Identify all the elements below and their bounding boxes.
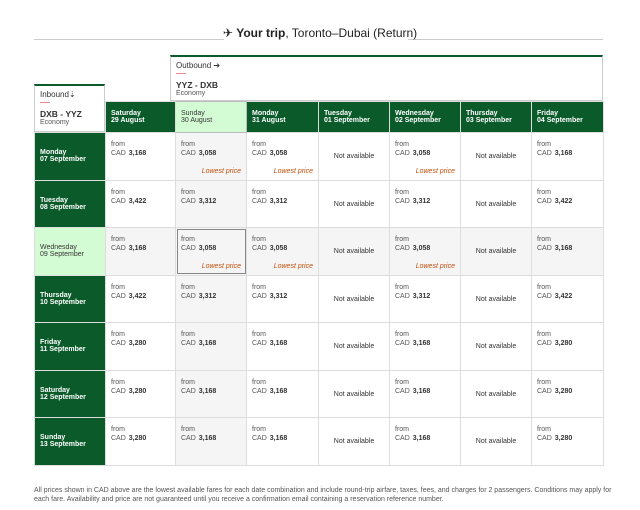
table-row [35, 180, 604, 228]
currency: CAD [395, 292, 410, 300]
fare-cell-unavailable [461, 180, 532, 228]
column-header-thursday[interactable] [461, 102, 532, 133]
currency: CAD [395, 387, 410, 395]
inbound-cabin: Economy [40, 119, 70, 126]
footer-disclaimer: All prices shown in CAD above are the lowest available fares for each date combination and include round-trip airfare, taxes, fees, and charges for 2 passengers. Conditions may apply for each fare. Availability and price are not guaranteed until you receive a confirmation email containing a reservation reference number. [34, 487, 612, 503]
row-header-tuesday[interactable] [35, 180, 106, 228]
from-label: from [252, 378, 266, 386]
currency: CAD [537, 245, 552, 252]
price: 3,168 [198, 435, 217, 442]
not-available-text: Not available [475, 343, 517, 350]
row-header-sunday[interactable] [35, 418, 106, 466]
currency: CAD [111, 292, 126, 300]
row-day: Tuesday [40, 196, 68, 204]
fare-cell-unavailable [319, 370, 390, 418]
column-header-tuesday[interactable] [319, 102, 390, 133]
fare-cell-unavailable [319, 323, 390, 371]
fare-cell[interactable] [532, 133, 604, 181]
price: 3,168 [269, 435, 288, 442]
table-row [35, 275, 604, 323]
column-header-sunday[interactable] [176, 102, 247, 133]
fare-cell[interactable] [106, 133, 176, 181]
currency: CAD [181, 197, 196, 205]
not-available-text: Not available [475, 295, 517, 303]
fare-cell[interactable] [106, 323, 176, 371]
fare-cell[interactable] [532, 228, 604, 276]
fare-cell[interactable] [247, 133, 319, 181]
lowest-price-badge: Lowest price [201, 262, 241, 270]
table-row [35, 323, 604, 371]
from-label: from [252, 141, 266, 148]
row-date: 09 September [40, 251, 84, 259]
row-header-wednesday[interactable] [35, 228, 106, 276]
title-rest: , Toronto–Dubai (Return) [285, 26, 418, 40]
price: 3,168 [412, 435, 431, 442]
row-day: Monday [40, 149, 67, 157]
from-label: from [252, 188, 266, 196]
price: 3,168 [128, 245, 147, 252]
from-label: from [537, 236, 551, 243]
from-label: from [537, 283, 551, 291]
fare-cell[interactable] [390, 228, 461, 276]
lowest-price-badge: Lowest price [273, 262, 313, 270]
row-day: Friday [40, 339, 62, 347]
fare-cell[interactable] [390, 370, 461, 418]
fare-cell[interactable] [176, 180, 247, 228]
from-label: from [181, 331, 195, 338]
fare-grid [34, 101, 604, 466]
column-header-friday[interactable] [532, 102, 604, 133]
outbound-cabin: Economy [176, 90, 206, 97]
from-label: from [395, 378, 409, 386]
currency: CAD [252, 245, 267, 252]
table-row [35, 133, 604, 181]
currency: CAD [252, 292, 267, 300]
lowest-price-badge: Lowest price [273, 167, 313, 175]
price: 3,280 [554, 340, 573, 347]
from-label: from [395, 188, 409, 196]
price: 3,280 [128, 387, 147, 395]
page-title [0, 26, 640, 40]
column-day: Monday [252, 110, 279, 117]
fare-cell-unavailable [461, 133, 532, 181]
price: 3,058 [269, 150, 288, 157]
fare-cell[interactable] [176, 228, 247, 276]
currency: CAD [537, 435, 552, 442]
price: 3,312 [198, 197, 217, 205]
price: 3,280 [128, 435, 147, 442]
fare-cell[interactable] [176, 418, 247, 466]
currency: CAD [181, 150, 196, 157]
column-day: Tuesday [324, 110, 352, 117]
fare-cell[interactable] [106, 370, 176, 418]
column-date: 31 August [252, 117, 286, 124]
not-available-text: Not available [333, 438, 375, 445]
price: 3,168 [198, 387, 217, 395]
outbound-route: YYZ - DXB [176, 80, 219, 90]
row-header-friday[interactable] [35, 323, 106, 371]
column-header-monday[interactable] [247, 102, 319, 133]
inbound-label: Inbound [40, 90, 69, 99]
row-day: Saturday [40, 386, 70, 394]
row-date: 08 September [40, 203, 86, 211]
fare-cell-unavailable [461, 228, 532, 276]
not-available-text: Not available [333, 295, 375, 303]
column-date: 02 September [395, 117, 441, 124]
fare-cell[interactable] [532, 275, 604, 323]
currency: CAD [181, 387, 196, 395]
column-header-saturday[interactable] [106, 102, 176, 133]
currency: CAD [395, 245, 410, 252]
currency: CAD [252, 387, 267, 395]
price: 3,168 [198, 340, 217, 347]
not-available-text: Not available [333, 343, 375, 350]
price: 3,422 [554, 292, 573, 300]
row-header-saturday[interactable] [35, 370, 106, 418]
price: 3,058 [269, 245, 288, 252]
from-label: from [252, 331, 266, 338]
from-label: from [181, 141, 195, 148]
fare-cell-unavailable [461, 418, 532, 466]
price: 3,280 [554, 435, 573, 442]
from-label: from [111, 283, 125, 291]
currency: CAD [537, 197, 552, 205]
from-label: from [395, 426, 409, 433]
fare-cell-unavailable [319, 418, 390, 466]
arrow-down-icon: ⇣ [68, 90, 76, 99]
label-underline [176, 73, 186, 74]
fare-cell[interactable] [247, 275, 319, 323]
fare-cell[interactable] [106, 275, 176, 323]
column-date: 01 September [324, 117, 370, 124]
fare-cell[interactable] [106, 228, 176, 276]
column-day: Sunday [181, 110, 205, 117]
currency: CAD [181, 435, 196, 442]
currency: CAD [537, 150, 552, 157]
row-date: 11 September [40, 346, 86, 354]
fare-cell[interactable] [106, 418, 176, 466]
currency: CAD [111, 197, 126, 205]
fare-cell[interactable] [247, 180, 319, 228]
from-label: from [181, 188, 195, 196]
fare-cell-unavailable [319, 275, 390, 323]
column-date: 29 August [111, 117, 145, 124]
price: 3,422 [554, 197, 573, 205]
price: 3,280 [128, 340, 147, 347]
fare-cell[interactable] [176, 370, 247, 418]
lowest-price-badge: Lowest price [415, 262, 455, 270]
currency: CAD [111, 245, 126, 252]
fare-cell[interactable] [390, 133, 461, 181]
fare-cell[interactable] [390, 323, 461, 371]
price: 3,058 [412, 245, 431, 252]
fare-cell-unavailable [461, 323, 532, 371]
row-date: 10 September [40, 298, 86, 306]
column-day: Friday [537, 110, 559, 117]
currency: CAD [111, 435, 126, 442]
currency: CAD [537, 387, 552, 395]
fare-cell[interactable] [176, 133, 247, 181]
title-bold: Your trip [236, 26, 286, 40]
price: 3,168 [412, 340, 431, 347]
fare-cell[interactable] [390, 180, 461, 228]
not-available-text: Not available [333, 200, 375, 208]
outbound-label: Outbound [176, 61, 212, 70]
from-label: from [252, 426, 266, 433]
fare-cell[interactable] [532, 180, 604, 228]
not-available-text: Not available [475, 438, 517, 445]
column-day: Thursday [466, 110, 498, 117]
currency: CAD [181, 245, 196, 252]
not-available-text: Not available [475, 153, 517, 160]
row-date: 13 September [40, 441, 86, 449]
currency: CAD [395, 340, 410, 347]
from-label: from [537, 378, 551, 386]
price: 3,168 [412, 387, 431, 395]
from-label: from [252, 236, 266, 243]
column-date: 30 August [181, 117, 213, 124]
table-row [35, 418, 604, 466]
price: 3,280 [554, 387, 573, 395]
fare-cell[interactable] [247, 323, 319, 371]
from-label: from [111, 141, 125, 148]
currency: CAD [111, 150, 126, 157]
fare-cell[interactable] [176, 323, 247, 371]
price: 3,168 [554, 150, 573, 157]
from-label: from [111, 426, 125, 433]
from-label: from [395, 283, 409, 291]
from-label: from [537, 141, 551, 148]
from-label: from [111, 188, 125, 196]
currency: CAD [252, 197, 267, 205]
from-label: from [537, 426, 551, 433]
price: 3,058 [198, 150, 217, 157]
currency: CAD [252, 150, 267, 157]
column-header-wednesday[interactable] [390, 102, 461, 133]
fare-cell[interactable] [247, 228, 319, 276]
currency: CAD [181, 292, 196, 300]
price: 3,058 [198, 245, 217, 252]
from-label: from [395, 141, 409, 148]
from-label: from [395, 331, 409, 338]
currency: CAD [252, 435, 267, 442]
table-row [35, 370, 604, 418]
not-available-text: Not available [475, 390, 517, 398]
from-label: from [111, 378, 125, 386]
price: 3,422 [128, 292, 147, 300]
fare-cell[interactable] [247, 418, 319, 466]
row-day: Sunday [40, 434, 66, 442]
price: 3,312 [412, 197, 431, 205]
from-label: from [181, 236, 195, 243]
row-header-thursday[interactable] [35, 275, 106, 323]
from-label: from [181, 378, 195, 386]
price: 3,168 [269, 387, 288, 395]
price: 3,058 [412, 150, 431, 157]
currency: CAD [395, 435, 410, 442]
row-header-monday[interactable] [35, 133, 106, 181]
fare-cell[interactable] [176, 275, 247, 323]
fare-cell-unavailable [319, 180, 390, 228]
not-available-text: Not available [333, 153, 375, 160]
row-day: Thursday [40, 291, 72, 299]
inbound-panel [34, 84, 105, 132]
column-date: 04 September [537, 117, 583, 124]
currency: CAD [181, 340, 196, 347]
fare-cell[interactable] [532, 418, 604, 466]
airplane-icon: ✈ [222, 26, 233, 40]
from-label: from [111, 236, 125, 243]
price: 3,168 [554, 245, 573, 252]
from-label: from [537, 188, 551, 196]
from-label: from [111, 331, 125, 338]
price: 3,168 [128, 150, 147, 157]
fare-cell[interactable] [390, 275, 461, 323]
price: 3,422 [128, 197, 147, 205]
lowest-price-badge: Lowest price [201, 167, 241, 175]
fare-cell[interactable] [106, 180, 176, 228]
from-label: from [181, 283, 195, 291]
currency: CAD [395, 150, 410, 157]
column-day: Wednesday [395, 110, 434, 117]
fare-cell-unavailable [461, 370, 532, 418]
currency: CAD [537, 340, 552, 347]
currency: CAD [252, 340, 267, 347]
lowest-price-badge: Lowest price [415, 167, 455, 175]
price: 3,312 [269, 292, 288, 300]
outbound-panel [170, 55, 603, 101]
price: 3,312 [269, 197, 288, 205]
fare-cell[interactable] [247, 370, 319, 418]
not-available-text: Not available [333, 248, 375, 255]
not-available-text: Not available [475, 248, 517, 255]
price: 3,312 [198, 292, 217, 300]
row-date: 12 September [40, 393, 86, 401]
table-row [35, 228, 604, 276]
price: 3,312 [412, 292, 431, 300]
fare-cell-unavailable [319, 133, 390, 181]
fare-cell-unavailable [461, 275, 532, 323]
column-date: 03 September [466, 117, 512, 124]
arrow-right-icon: ➔ [213, 61, 221, 70]
column-day: Saturday [111, 110, 141, 117]
fare-cell-unavailable [319, 228, 390, 276]
currency: CAD [111, 340, 126, 347]
not-available-text: Not available [475, 200, 517, 208]
fare-cell[interactable] [532, 370, 604, 418]
currency: CAD [111, 387, 126, 395]
from-label: from [181, 426, 195, 433]
price: 3,168 [269, 340, 288, 347]
from-label: from [252, 283, 266, 291]
fare-cell[interactable] [532, 323, 604, 371]
from-label: from [395, 236, 409, 243]
label-underline [40, 102, 50, 103]
currency: CAD [395, 197, 410, 205]
fare-cell[interactable] [390, 418, 461, 466]
inbound-route: DXB - YYZ [40, 109, 82, 119]
row-day: Wednesday [40, 244, 77, 252]
currency: CAD [537, 292, 552, 300]
row-date: 07 September [40, 156, 86, 164]
from-label: from [537, 331, 551, 338]
not-available-text: Not available [333, 390, 375, 398]
